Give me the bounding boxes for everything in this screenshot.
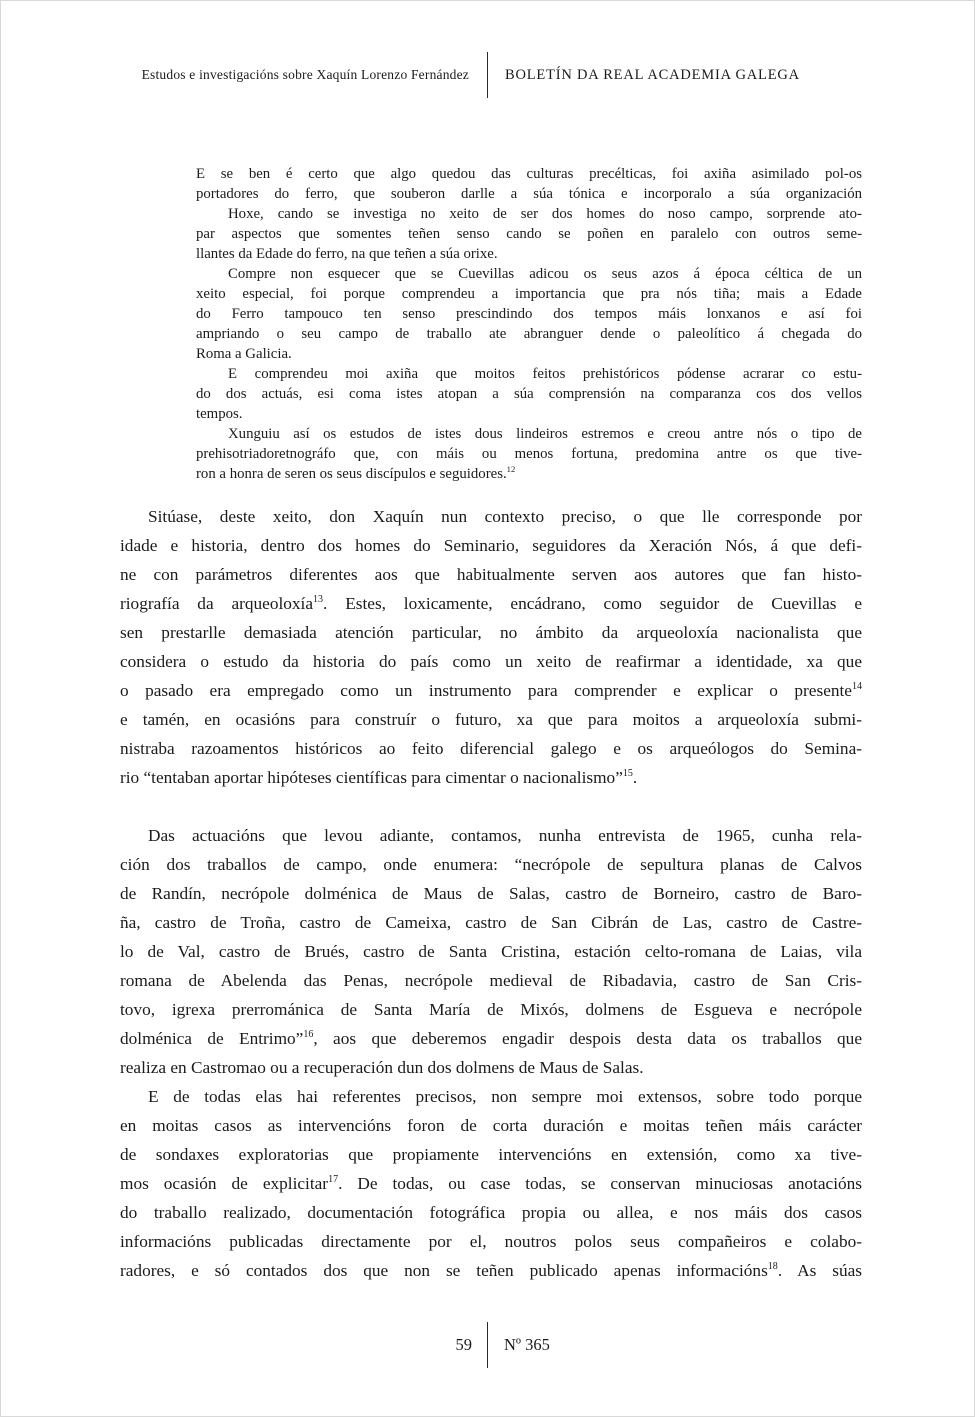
header-journal-title: BOLETÍN DA REAL ACADEMIA GALEGA	[505, 66, 800, 83]
footnote-reference: 17	[328, 1174, 339, 1186]
footnote-reference: 18	[767, 1261, 778, 1273]
text-line: tovo, igrexa prerrománica de Santa María de Mixós, dolmens de Esgueva e necrópole	[120, 1000, 862, 1019]
text-line: prehisotriadoretnográfo que, con máis ou menos fortuna, predomina antre os que tive-	[196, 446, 862, 462]
paragraph	[196, 364, 862, 424]
paragraph	[120, 502, 862, 792]
text-line: Compre non esquecer que se Cuevillas adicou os seus azos á época céltica de un	[228, 266, 862, 282]
text-line: ña, castro de Troña, castro de Cameixa, castro de San Cibrán de Las, castro de Castre-	[120, 913, 862, 932]
text-line: e tamén, en ocasións para construír o futuro, xa que para moitos a arqueoloxía submi-	[120, 710, 862, 729]
quote-block	[196, 164, 862, 484]
text-line: romana de Abelenda das Penas, necrópole medieval de Ribadavia, castro de San Cris-	[120, 971, 862, 990]
text-line: llantes da Edade do ferro, na que teñen a súa orixe.	[196, 246, 498, 262]
text-line: do Ferro tampouco ten senso prescindindo dos tempos máis lonxanos e así foi	[196, 306, 862, 322]
text-line: Hoxe, cando se investiga no xeito de ser dos homes do noso campo, sorprende ato-	[228, 206, 862, 222]
text-line: ron a honra de seren os seus discípulos e seguidores.$^{12}$	[196, 464, 516, 482]
text-line: do traballo realizado, documentación fotográfica propia ou allea, e nos máis dos casos	[120, 1203, 862, 1222]
text-line: mos ocasión de explicitar$^{17}$. De todas, ou case todas, se conservan minuciosas anotacións	[120, 1174, 863, 1193]
text-line: lo de Val, castro de Brués, castro de Santa Cristina, estación celto-romana de Laias, vila	[120, 942, 862, 961]
text-line: nistraba razoamentos históricos ao feito diferencial galego e os arqueólogos do Semina-	[120, 739, 862, 758]
text-line: ne con parámetros diferentes aos que habitualmente serven aos autores que fan histo-	[120, 565, 862, 584]
header-article-title: Estudos e investigacións sobre Xaquín Lorenzo Fernández	[141, 67, 469, 82]
text-line: riografía da arqueoloxía$^{13}$. Estes, loxicamente, encádrano, como seguidor de Cuevillas e	[120, 594, 863, 613]
paragraph	[196, 264, 862, 364]
text-line: xeito especial, foi porque comprendeu a importancia que pra nós tiña; mais a Edade	[196, 286, 862, 302]
paragraph	[120, 821, 862, 1082]
text-line: E se ben é certo que algo quedou das culturas precélticas, foi axiña asimilado pol-os	[196, 166, 862, 182]
text-line: E de todas elas hai referentes precisos, non sempre moi extensos, sobre todo porque	[148, 1087, 862, 1106]
text-line: ampriando o seu campo de traballo ate abranguer dende o paleolítico á chegada do	[196, 326, 862, 342]
text-line: E comprendeu moi axiña que moitos feitos prehistóricos pódense acrarar co estu-	[228, 366, 862, 382]
text-line: considera o estudo da historia do país como un xeito de reafirmar a identidade, xa que	[120, 652, 862, 671]
paragraph	[196, 204, 862, 264]
page-header	[0, 45, 975, 105]
text-line: radores, e só contados dos que non se teñen publicado apenas informacións$^{18}$. As súas	[120, 1261, 862, 1280]
text-line: realiza en Castromao ou a recuperación dun dos dolmens de Maus de Salas.	[120, 1058, 644, 1077]
footnote-reference: 15	[622, 768, 633, 780]
text-line: o pasado era empregado como un instrumento para comprender e explicar o presente$^{14}$	[120, 681, 862, 700]
text-line: Das actuacións que levou adiante, contamos, nunha entrevista de 1965, cunha rela-	[148, 826, 862, 845]
footnote-reference: 12	[506, 464, 516, 475]
text-line: Xunguiu así os estudos de istes dous lindeiros estremos e creou antre nós o tipo de	[228, 426, 862, 442]
paragraph	[196, 424, 862, 484]
text-line: informacións publicadas directamente por el, noutros polos seus compañeiros e colabo-	[120, 1232, 862, 1251]
text-line: par aspectos que somentes teñen senso cando se poñen en paralelo con outros seme-	[196, 226, 862, 242]
paragraph	[196, 164, 862, 204]
footnote-reference: 13	[313, 594, 324, 606]
text-line: de sondaxes exploratorias que propiamente intervencións en extensión, como xa tive-	[120, 1145, 862, 1164]
text-line: dolménica de Entrimo”$^{16}$, aos que deberemos engadir despois desta data os traballos que	[120, 1029, 862, 1048]
footer-issue-number: Nº 365	[504, 1335, 550, 1354]
text-line: ción dos traballos de campo, onde enumera: “necrópole de sepultura planas de Calvos	[120, 855, 862, 874]
text-line: de Randín, necrópole dolménica de Maus de Salas, castro de Borneiro, castro de Baro-	[120, 884, 862, 903]
text-line: portadores do ferro, que souberon darlle a súa tónica e incorporalo a súa organización	[196, 186, 862, 202]
footer-page-number: 59	[455, 1335, 472, 1354]
footnote-reference: 14	[851, 681, 862, 693]
text-line: tempos.	[196, 406, 243, 422]
article-body	[120, 502, 862, 1285]
footnote-reference: 16	[303, 1029, 314, 1041]
text-line: do dos actuás, esi coma istes atopan a súa comprensión na comparanza cos dos vellos	[196, 386, 862, 402]
text-line: en moitas casos as intervencións foron de corta duración e moitas teñen máis carácter	[120, 1116, 862, 1135]
paragraph	[120, 1082, 862, 1285]
text-line: Sitúase, deste xeito, don Xaquín nun contexto preciso, o que lle corresponde por	[148, 507, 862, 526]
text-line: Roma a Galicia.	[196, 346, 292, 362]
text-line: sen prestarlle demasiada atención particular, no ámbito da arqueoloxía nacionalista que	[120, 623, 862, 642]
text-line: rio “tentaban aportar hipóteses científicas para cimentar o nacionalismo”$^{15}$.	[120, 768, 638, 787]
page-footer	[0, 1315, 975, 1375]
text-line: idade e historia, dentro dos homes do Seminario, seguidores da Xeración Nós, á que defi-	[120, 536, 862, 555]
